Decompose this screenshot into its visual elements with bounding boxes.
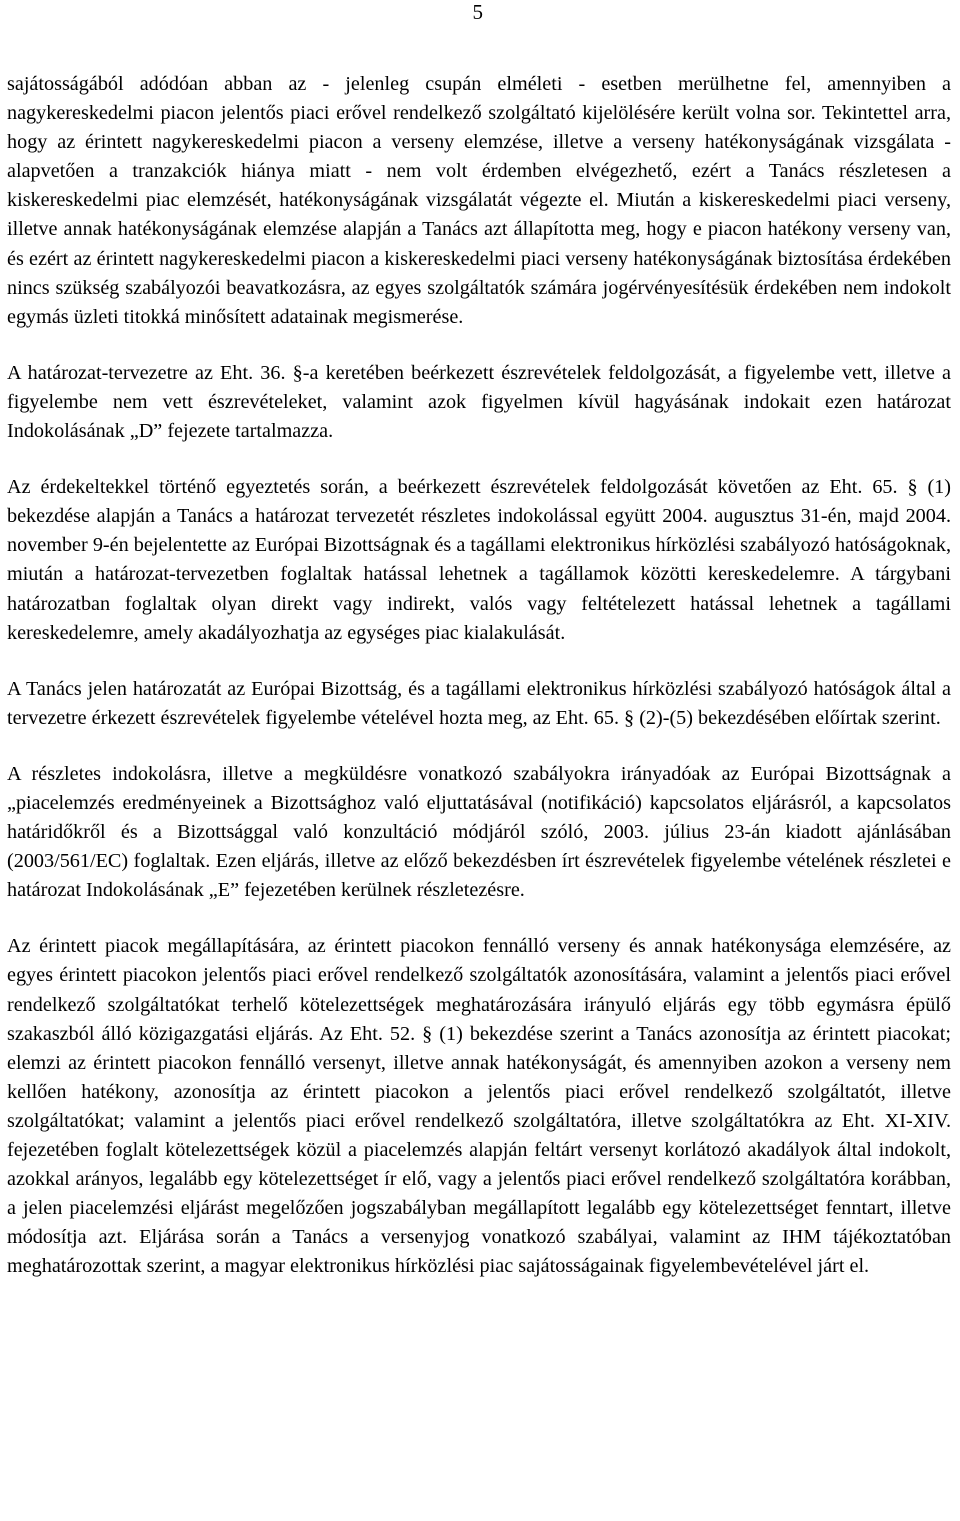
page-number: 5: [472, 0, 483, 24]
paragraph-commission-recommendation: A részletes indokolásra, illetve a megküldésre vonatkozó szabályokra irányadóak az Európai Bizottságnak a „piacelemzés eredményeinek a Bizottsághoz való eljuttatásával (notifikáció) kapcsolatos eljárásról, a kapcsolatos határidőkről és a Bizottsággal való konzultáció módjáról szóló, 2003. július 23-án kiadott ajánlásában (2003/561/EC) foglaltak. Ezen eljárás, illetve az előző bekezdésben írt észrevételek figyelembe vételének részletei e határozat Indokolásának „E” fejezetében kerülnek részletezésre.: [7, 762, 951, 902]
paragraph-notification: Az érdekeltekkel történő egyeztetés során, a beérkezett észrevételek feldolgozását követően az Eht. 65. § (1) bekezdése alapján a Tanács a határozat tervezetét részletes indokolással együtt 2004. augusztus 31-én, majd 2004. november 9-én bejelentette az Európai Bizottságnak és a tagállami elektronikus hírközlési szabályozó hatóságoknak, miután a határozat-tervezetben foglaltak hatással lehetnek a tagállamok közötti kereskedelemre. A tárgybani határozatban foglaltak olyan direkt vagy indirekt, valós vagy feltételezett hatással lehetnek a tagállami kereskedelemre, amely akadályozhatja az egységes piac kialakulását.: [7, 476, 951, 644]
paragraph-market-analysis: sajátosságából adódóan abban az - jelenleg csupán elméleti - esetben merülhetne fel, amennyiben a nagykereskedelmi piacon jelentős piaci erővel rendelkező szolgáltató kijelölésére került volna sor. Tekintettel arra, hogy az érintett nagykereskedelmi piacon a verseny elemzése, illetve a verseny hatékonyságának vizsgálata - alapvetően a tranzakciók hiánya miatt - nem volt érdemben elvégezhető, ezért a Tanács részletesen a kiskereskedelmi piac elemzését, hatékonyságának vizsgálatát végezte el. Miután a kiskereskedelmi piaci verseny, illetve annak hatékonyságának elemzése alapján a Tanács azt állapította meg, hogy e piacon hatékony verseny van, és ezért az érintett nagykereskedelmi piacon a kiskereskedelmi piaci verseny hatékonyságának biztosítása érdekében nincs szükség szabályozói beavatkozásra, az egyes szolgáltatók számára jogérvényesítésük érdekében nem indokolt egymás üzleti titokká minősített adatainak megismerése.: [7, 73, 951, 328]
paragraph-procedure: Az érintett piacok megállapítására, az érintett piacokon fennálló verseny és annak hatékonysága elemzésére, az egyes érintett piacokon jelentős piaci erővel rendelkező szolgáltatók azonosítására, valamint a jelentős piaci erővel rendelkező szolgáltatókat terhelő kötelezettségek meghatározására irányuló eljárás egy több egymásra épülő szakaszból álló közigazgatási eljárás. Az Eht. 52. § (1) bekezdése szerint a Tanács azonosítja az érintett piacokat; elemzi az érintett piacokon fennálló versenyt, illetve annak hatékonyságát, és amennyiben azokon a verseny nem kellően hatékony, azonosítja az érintett piacokon a jelentős piaci erővel rendelkező szolgáltatót, illetve szolgáltatókat; valamint a jelentős piaci erővel rendelkező szolgáltatóra, illetve szolgáltatókra az Eht. XI-XIV. fejezetében foglalt kötelezettségek közül a piacelemzés alapján feltárt versenyt korlátozó akadályok által indokolt, azokkal arányos, legalább egy kötelezettséget ír elő, vagy a jelentős piaci erővel rendelkező szolgáltatóra korábban, a jelen piacelemzési eljárást megelőzően jogszabályban megállapított legalább egy kötelezettséget fenntart, illetve módosítja azt. Eljárása során a Tanács a versenyjog vonatkozó szabályai, valamint az IHM tájékoztatóban meghatározottak szerint, a magyar elektronikus hírközlési piac sajátosságainak figyelembevételével járt el.: [7, 935, 951, 1278]
paragraph-draft-comments: A határozat-tervezetre az Eht. 36. §-a keretében beérkezett észrevételek feldolgozását, a figyelembe vett, illetve a figyelembe nem vett észrevételeket, valamint azok figyelmen kívül hagyásának indokait ezen határozat Indokolásának „D” fejezete tartalmazza.: [7, 361, 951, 443]
document-body: [7, 70, 951, 1281]
paragraph-council-decision: A Tanács jelen határozatát az Európai Bizottság, és a tagállami elektronikus hírközlési szabályozó hatóságok által a tervezetre érkezett észrevételek figyelembe vételével hozta meg, az Eht. 65. § (2)-(5) bekezdésében előírtak szerint.: [7, 677, 951, 729]
